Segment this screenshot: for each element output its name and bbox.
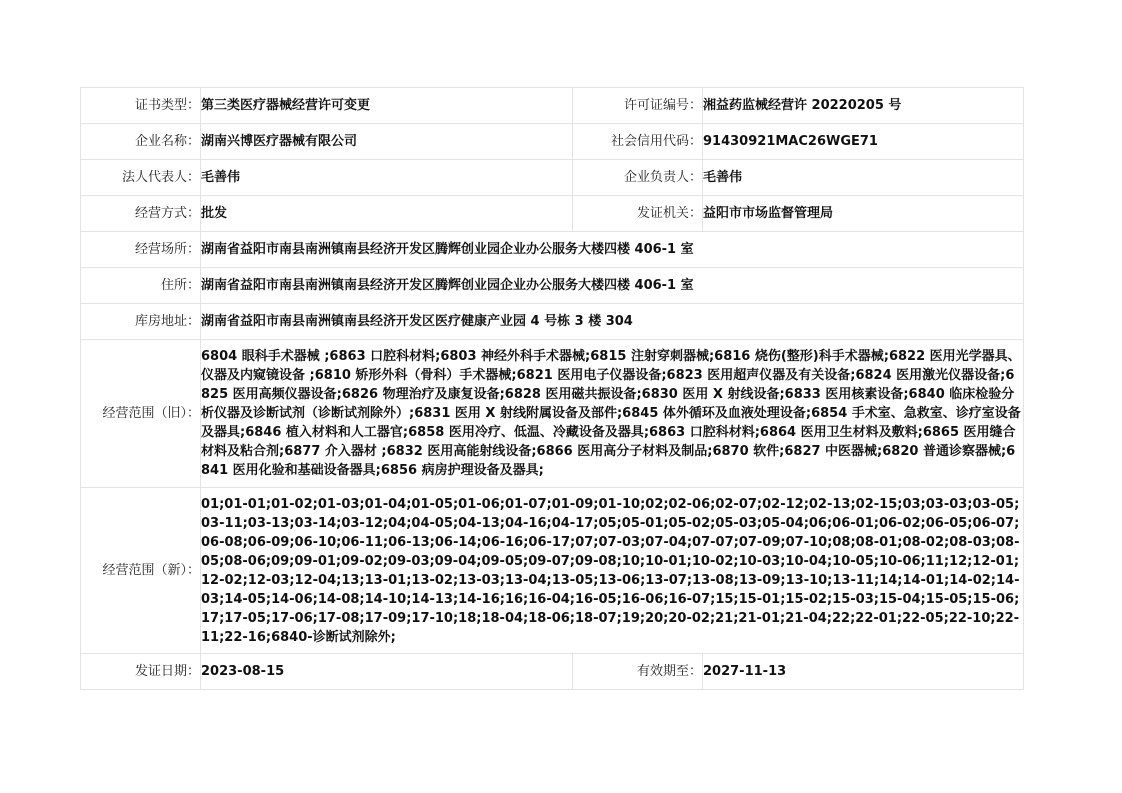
certificate-table <box>80 87 1024 690</box>
legal-rep-value: 毛善伟 <box>201 160 573 196</box>
residence-label: 住所： <box>81 268 201 304</box>
credit-code-value: 91430921MAC26WGE71 <box>703 124 1024 160</box>
business-site-value: 湖南省益阳市南县南洲镇南县经济开发区腾辉创业园企业办公服务大楼四楼 406-1 室 <box>201 232 1024 268</box>
cert-type-label: 证书类型： <box>81 88 201 124</box>
valid-until-value: 2027-11-13 <box>703 654 1024 690</box>
row-representatives <box>81 160 1024 196</box>
row-scope-old <box>81 340 1024 488</box>
issuing-authority-value: 益阳市市场监督管理局 <box>703 196 1024 232</box>
row-scope-new <box>81 488 1024 654</box>
scope-old-value: 6804 眼科手术器械 ;6863 口腔科材料;6803 神经外科手术器械;6815 注射穿刺器械;6816 烧伤(整形)科手术器械;6822 医用光学器具、仪器及内窥镜设备 ;6810 矫形外科（骨科）手术器械;6821 医用电子仪器设备;6823 医用超声仪器及有关设备;6824 医用激光仪器设备;6825 医用高频仪器设备;6826 物理治疗及康复设备;6828 医用磁共振设备;6830 医用 X 射线设备;6833 医用核素设备;6840 临床检验分析仪器及诊断试剂（诊断试剂除外）;6831 医用 X 射线附属设备及部件;6845 体外循环及血液处理设备;6854 手术室、急救室、诊疗室设备及器具;6846 植入材料和人工器官;6858 医用冷疗、低温、冷藏设备及器具;6863 口腔科材料;6864 医用卫生材料及敷料;6865 医用缝合材料及粘合剂;6877 介入器材 ;6832 医用高能射线设备;6866 医用高分子材料及制品;6870 软件;6827 中医器械;6820 普通诊察器械;6841 医用化验和基础设备器具;6856 病房护理设备及器具; <box>201 340 1024 488</box>
issue-date-value: 2023-08-15 <box>201 654 573 690</box>
legal-rep-label: 法人代表人： <box>81 160 201 196</box>
row-company <box>81 124 1024 160</box>
issue-date-label: 发证日期： <box>81 654 201 690</box>
row-cert-type <box>81 88 1024 124</box>
cert-type-value: 第三类医疗器械经营许可变更 <box>201 88 573 124</box>
company-name-value: 湖南兴博医疗器械有限公司 <box>201 124 573 160</box>
residence-value: 湖南省益阳市南县南洲镇南县经济开发区腾辉创业园企业办公服务大楼四楼 406-1 室 <box>201 268 1024 304</box>
company-head-value: 毛善伟 <box>703 160 1024 196</box>
valid-until-label: 有效期至： <box>573 654 703 690</box>
scope-new-label: 经营范围（新）： <box>81 488 201 654</box>
row-mode-authority <box>81 196 1024 232</box>
warehouse-label: 库房地址： <box>81 304 201 340</box>
row-dates <box>81 654 1024 690</box>
company-name-label: 企业名称： <box>81 124 201 160</box>
business-mode-label: 经营方式： <box>81 196 201 232</box>
credit-code-label: 社会信用代码： <box>573 124 703 160</box>
row-residence <box>81 268 1024 304</box>
row-warehouse <box>81 304 1024 340</box>
issuing-authority-label: 发证机关： <box>573 196 703 232</box>
license-no-label: 许可证编号： <box>573 88 703 124</box>
company-head-label: 企业负责人： <box>573 160 703 196</box>
business-mode-value: 批发 <box>201 196 573 232</box>
license-no-value: 湘益药监械经营许 20220205 号 <box>703 88 1024 124</box>
scope-old-label: 经营范围（旧）： <box>81 340 201 488</box>
business-site-label: 经营场所： <box>81 232 201 268</box>
warehouse-value: 湖南省益阳市南县南洲镇南县经济开发区医疗健康产业园 4 号栋 3 楼 304 <box>201 304 1024 340</box>
row-business-site <box>81 232 1024 268</box>
scope-new-value: 01;01-01;01-02;01-03;01-04;01-05;01-06;01-07;01-09;01-10;02;02-06;02-07;02-12;02-13;02-15;03;03-03;03-05;03-11;03-13;03-14;03-12;04;04-05;04-13;04-16;04-17;05;05-01;05-02;05-03;05-04;06;06-01;06-02;06-05;06-07;06-08;06-09;06-10;06-11;06-13;06-14;06-16;06-17;07;07-03;07-04;07-07;07-09;07-10;08;08-01;08-02;08-03;08-05;08-06;09;09-01;09-02;09-03;09-04;09-05;09-07;09-08;10;10-01;10-02;10-03;10-04;10-05;10-06;11;12;12-01;12-02;12-03;12-04;13;13-01;13-02;13-03;13-04;13-05;13-06;13-07;13-08;13-09;13-10;13-11;14;14-01;14-02;14-03;14-05;14-06;14-08;14-10;14-13;14-16;16;16-04;16-05;16-06;16-07;15;15-01;15-02;15-03;15-04;15-05;15-06;17;17-05;17-06;17-08;17-09;17-10;18;18-04;18-06;18-07;19;20;20-02;21;21-01;21-04;22;22-01;22-05;22-10;22-11;22-16;6840-诊断试剂除外; <box>201 488 1024 654</box>
